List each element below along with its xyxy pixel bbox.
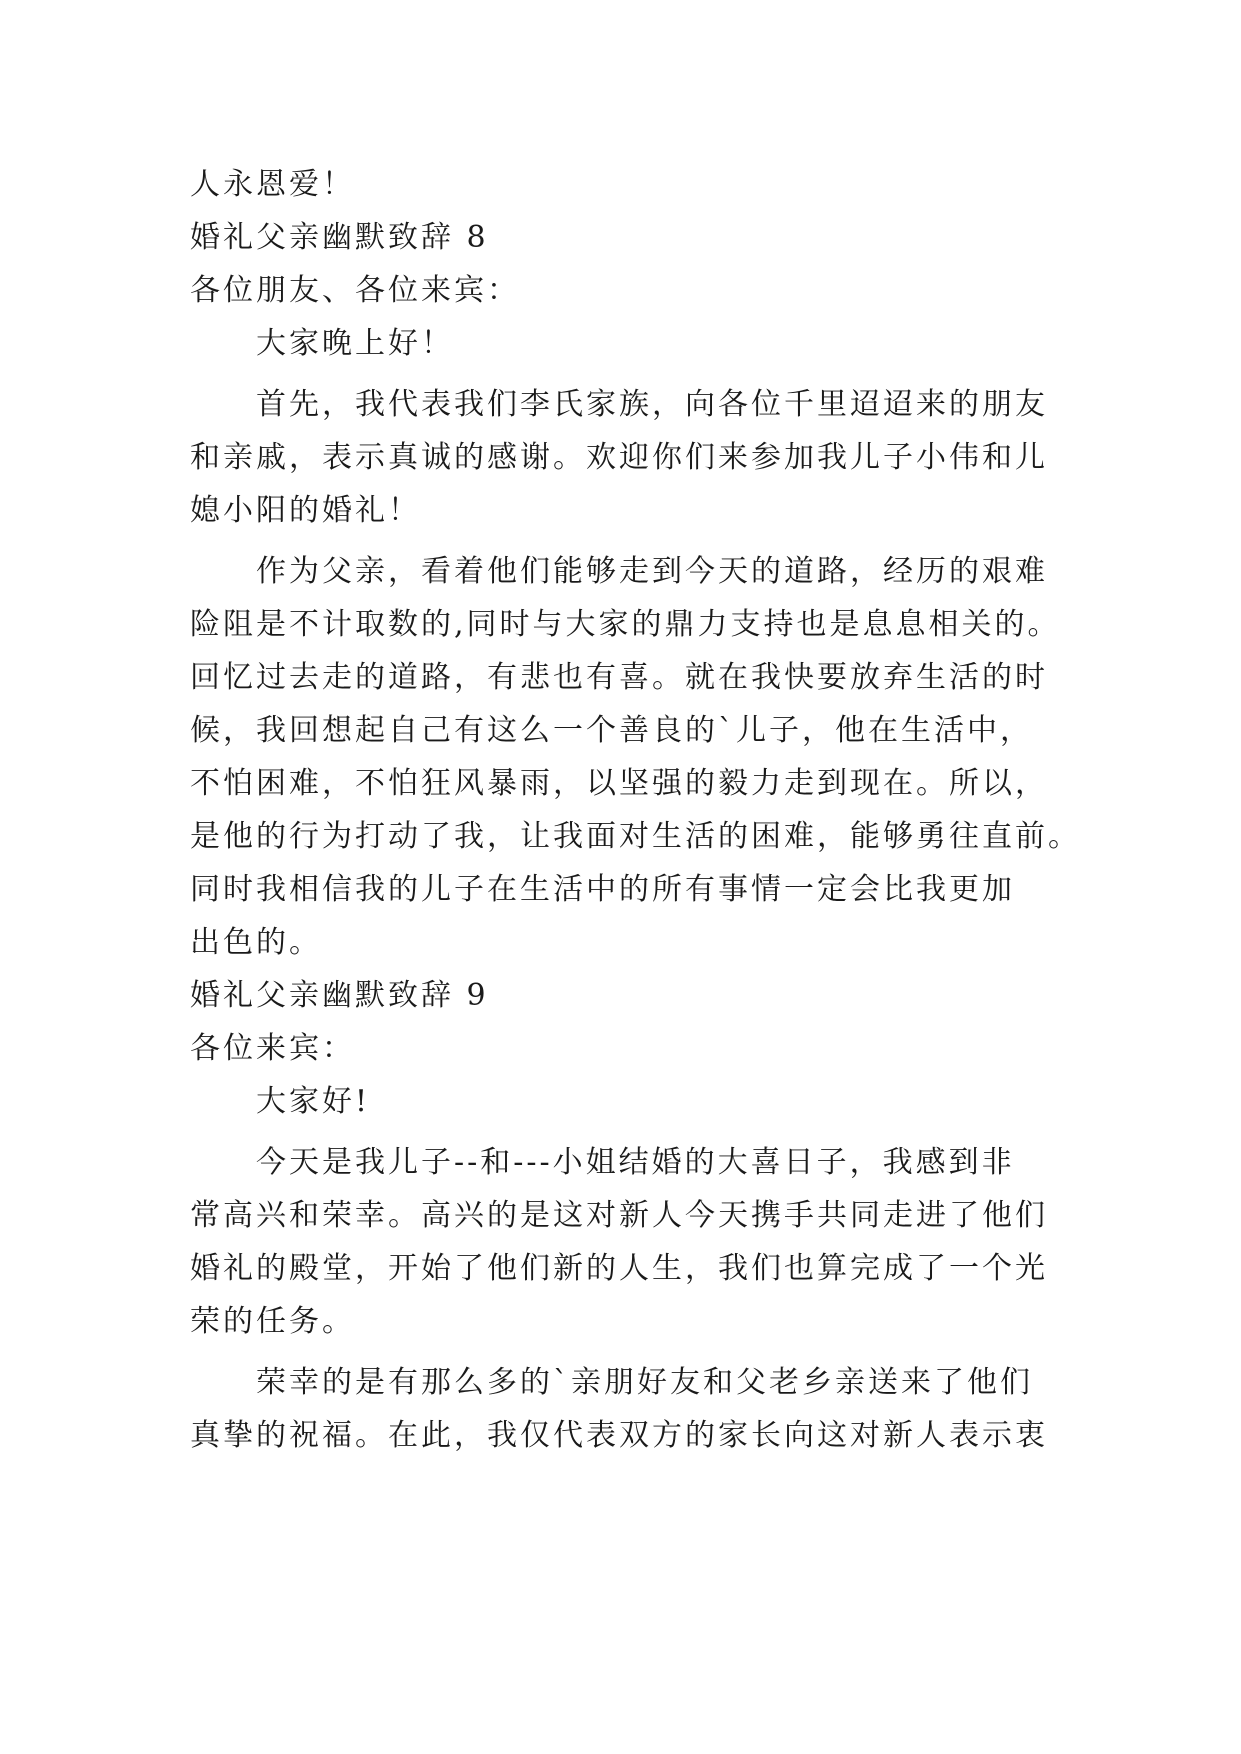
document-body	[190, 158, 1081, 1462]
paragraph-line: 不怕困难，不怕狂风暴雨，以坚强的毅力走到现在。所以，	[190, 766, 1048, 801]
paragraph-line: 险阻是不计取数的,同时与大家的鼎力支持也是息息相关的。	[190, 607, 1061, 642]
paragraph-line: 候，我回想起自己有这么一个善良的`儿子，他在生活中，	[190, 713, 1033, 748]
paragraph-line: 出色的。	[190, 925, 322, 960]
paragraph-line: 媳小阳的婚礼！	[190, 493, 421, 528]
paragraph-line: 和亲戚，表示真诚的感谢。欢迎你们来参加我儿子小伟和儿	[190, 440, 1048, 475]
section-heading-8: 婚礼父亲幽默致辞 8	[190, 220, 489, 255]
text-line: 人永恩爱！	[190, 167, 355, 202]
salutation: 各位来宾：	[190, 1031, 355, 1066]
section-heading-9: 婚礼父亲幽默致辞 9	[190, 978, 489, 1013]
paragraph-line: 荣的任务。	[190, 1304, 355, 1339]
paragraph-line: 荣幸的是有那么多的`亲朋好友和父老乡亲送来了他们	[256, 1365, 1033, 1400]
paragraph-line: 今天是我儿子--和---小姐结婚的大喜日子，我感到非	[256, 1145, 1015, 1180]
paragraph-line: 首先，我代表我们李氏家族，向各位千里迢迢来的朋友	[256, 387, 1048, 422]
paragraph-line: 是他的行为打动了我，让我面对生活的困难，能够勇往直前。	[190, 819, 1081, 854]
paragraph-line: 作为父亲，看着他们能够走到今天的道路，经历的艰难	[256, 554, 1048, 589]
paragraph-line: 常高兴和荣幸。高兴的是这对新人今天携手共同走进了他们	[190, 1198, 1048, 1233]
paragraph-line: 婚礼的殿堂，开始了他们新的人生，我们也算完成了一个光	[190, 1251, 1048, 1286]
greeting: 大家晚上好！	[256, 326, 454, 361]
salutation: 各位朋友、各位来宾：	[190, 273, 520, 308]
paragraph-line: 回忆过去走的道路，有悲也有喜。就在我快要放弃生活的时	[190, 660, 1048, 695]
paragraph-line: 同时我相信我的儿子在生活中的所有事情一定会比我更加	[190, 872, 1015, 907]
paragraph-line: 真挚的祝福。在此，我仅代表双方的家长向这对新人表示衷	[190, 1418, 1048, 1453]
greeting: 大家好!	[256, 1084, 371, 1119]
